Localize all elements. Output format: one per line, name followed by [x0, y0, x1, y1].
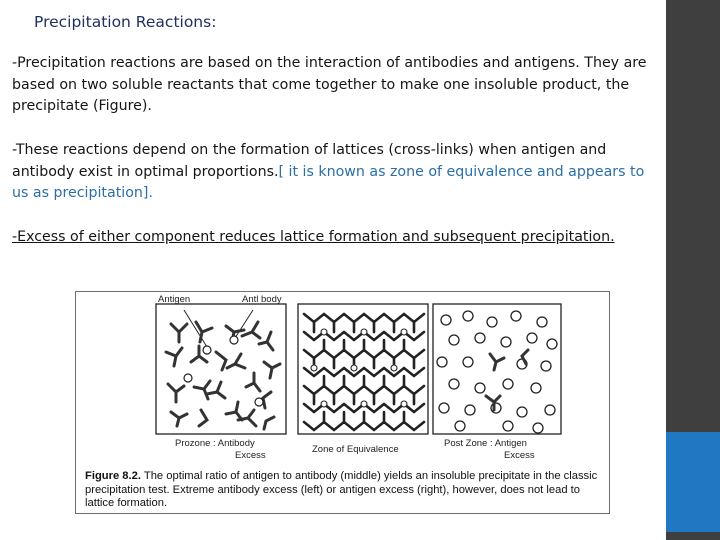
equivalence-label: Zone of Equivalence [312, 444, 399, 455]
paragraph-excess-component: -Excess of either component reduces lattice formation and subsequent precipitation. [12, 229, 615, 245]
precipitation-figure [75, 291, 610, 514]
postzone-antigens [437, 311, 557, 433]
postzone-label: Post Zone : Antigen [444, 438, 527, 449]
prozone-contents [166, 322, 280, 429]
prozone-label: Prozone : Antibody [175, 438, 255, 449]
prozone-label-line2: Excess [235, 450, 266, 461]
sidebar-accent-block [666, 432, 720, 532]
paragraph-lattice-formation [12, 140, 652, 205]
antigen-pointer [184, 310, 207, 347]
figure-caption-label: Figure 8.2. [85, 470, 141, 482]
antibody-label: Antl body [242, 294, 282, 305]
paragraph-precipitation-basis: -Precipitation reactions are based on the interaction of antibodies and antigens. They are based on two soluble reactants that come together to make one insoluble product, the precipitate (Figure). [12, 55, 647, 114]
slide-title-colon: : [211, 13, 217, 31]
postzone-label-line2: Excess [504, 450, 535, 461]
antigen-label: Antigen [158, 294, 191, 305]
figure-caption [85, 470, 605, 511]
figure-caption-text: The optimal ratio of antigen to antibody (middle) yields an insoluble precipitate in the classic precipitation test. Extreme antibody excess (left) or antigen excess (right), however, does not lead to lattice formation. [85, 470, 598, 509]
lattice-text: -These reactions depend on the formation of lattices (cross-links) when antigen and antibody exist in optimal proportions. [12, 142, 607, 180]
slide-title-text: Precipitation Reactions [34, 13, 212, 31]
slide-title [34, 13, 216, 31]
zone-of-equivalence-note: [ it is known as zone of equivalence and appears to us as precipitation]. [12, 163, 645, 201]
